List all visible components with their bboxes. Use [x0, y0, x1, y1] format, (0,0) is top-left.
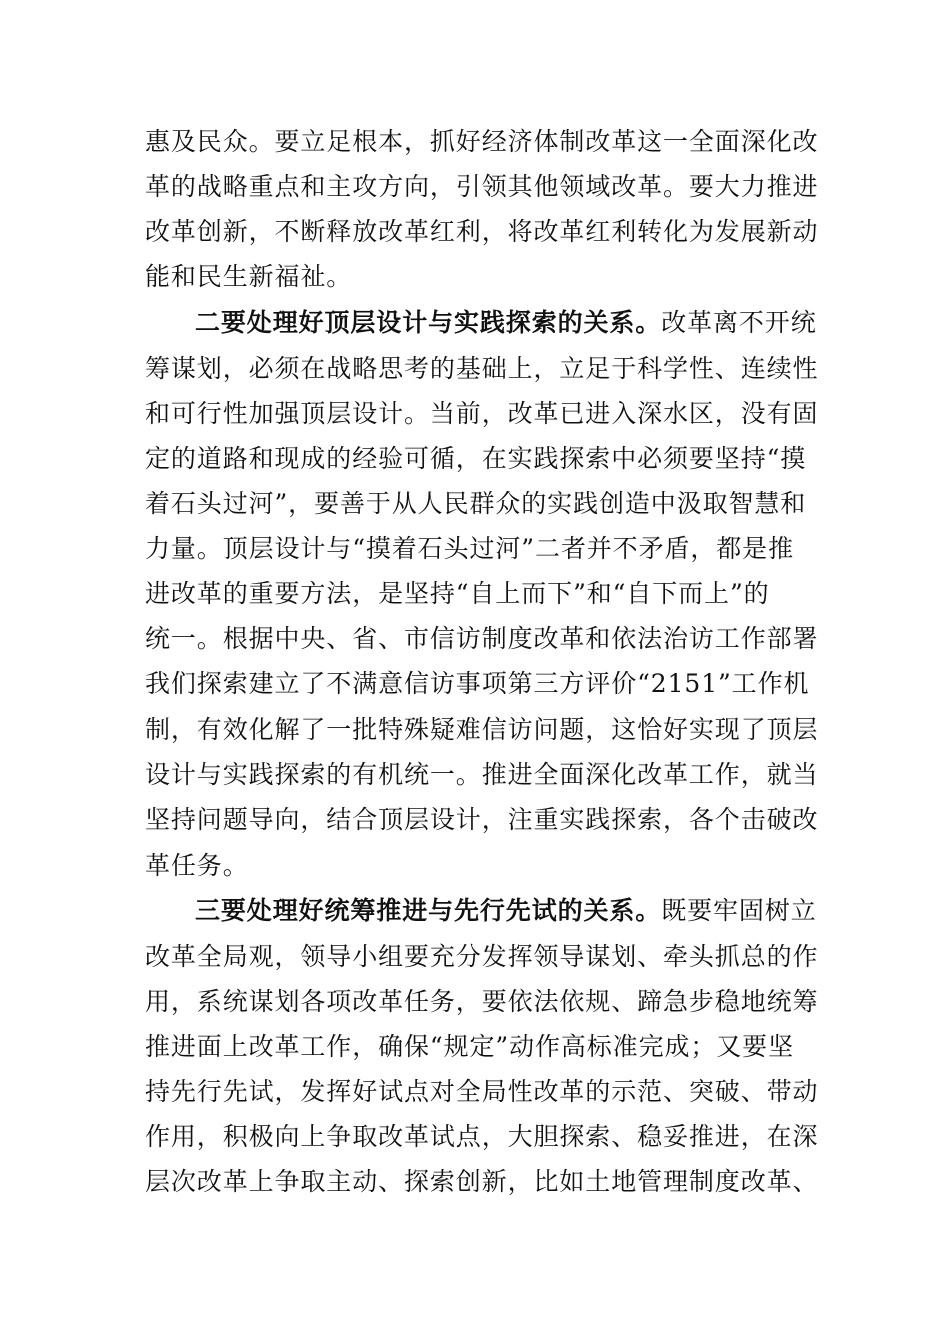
text-line: 设计与实践探索的有机统一。推进全面深化改革工作，就当	[145, 760, 819, 789]
text-line: 改革全局观，领导小组要充分发挥领导谋划、牵头抓总的作	[145, 942, 819, 971]
text-line: 持先行先试，发挥好试点对全局性改革的示范、突破、带动	[145, 1077, 819, 1106]
text-line: 革的战略重点和主攻方向，引领其他领域改革。要大力推进	[145, 172, 819, 201]
text-line: 进改革的重要方法，是坚持“自上而下”和“自下而上”的	[145, 579, 770, 608]
text-line: 坚持问题导向，结合顶层设计，注重实践探索，各个击破改	[145, 805, 819, 834]
text-line: 革任务。	[145, 851, 249, 880]
text-line: 筹谋划，必须在战略思考的基础上，立足于科学性、连续性	[145, 354, 819, 383]
text-line: 统一。根据中央、省、市信访制度改革和依法治访工作部署	[145, 624, 819, 653]
paragraph-2-heading: 二要处理好顶层设计与实践探索的关系。	[195, 308, 662, 337]
text-line: 作用，积极向上争取改革试点，大胆探索、稳妥推进，在深	[145, 1122, 819, 1151]
text-line: 我们探索建立了不满意信访事项第三方评价“2151”工作机	[145, 669, 810, 698]
text-line: 惠及民众。要立足根本，抓好经济体制改革这一全面深化改	[145, 127, 819, 156]
text-line: 推进面上改革工作，确保“规定”动作高标准完成；又要坚	[145, 1032, 794, 1061]
text-line: 用，系统谋划各项改革任务，要依法依规、蹄急步稳地统筹	[145, 987, 819, 1016]
text-line: 着石头过河”，要善于从人民群众的实践创造中汲取智慧和	[145, 489, 807, 518]
text-line: 力量。顶层设计与“摸着石头过河”二者并不矛盾，都是推	[145, 534, 794, 563]
paragraph-2-first-line: 二要处理好顶层设计与实践探索的关系。改革离不开统	[195, 308, 817, 337]
text-line: 制，有效化解了一批特殊疑难信访问题，这恰好实现了顶层	[145, 715, 819, 744]
text-line: 层次改革上争取主动、探索创新，比如土地管理制度改革、	[145, 1167, 819, 1196]
paragraph-3-first-line: 三要处理好统筹推进与先行先试的关系。既要牢固树立	[195, 896, 817, 925]
paragraph-3-heading: 三要处理好统筹推进与先行先试的关系。	[195, 896, 662, 925]
text-line: 能和民生新福祉。	[145, 262, 353, 291]
text-line: 定的道路和现成的经验可循，在实践探索中必须要坚持“摸	[145, 444, 807, 473]
text-line: 和可行性加强顶层设计。当前，改革已进入深水区，没有固	[145, 399, 819, 428]
text-line: 改革创新，不断释放改革红利，将改革红利转化为发展新动	[145, 217, 819, 246]
